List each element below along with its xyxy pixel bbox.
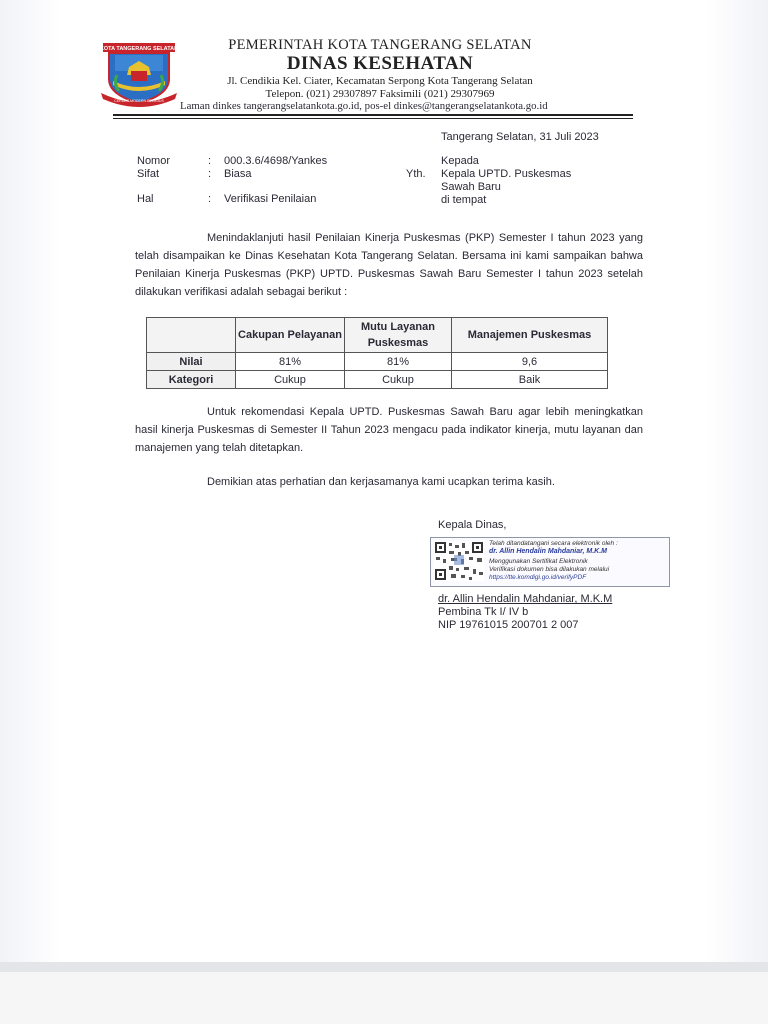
signatory-rank: Pembina Tk I/ IV b <box>438 606 529 618</box>
table-row <box>147 353 608 371</box>
agency-web-email: Laman dinkes tangerangselatankota.go.id, pos-el dinkes@tangerangselatankota.go.id <box>180 100 548 112</box>
qr-code-icon[interactable] <box>434 541 484 581</box>
body-paragraph-1-text: Menindaklanjuti hasil Penilaian Kinerja Puskesmas (PKP) Semester I tahun 2023 yang telah disampaikan ke Dinas Kesehatan Kota Tangerang Selatan. Bersama ini kami sampaikan bahwa Penilaian Kinerja Puskesmas (PKP) UPTD. Puskesmas Sawah Baru Semester I tahun 2023 setelah dilakukan verifikasi adalah sebagai berikut : <box>135 232 643 298</box>
table-cell: Baik <box>452 371 608 389</box>
recipient-line3: di tempat <box>441 194 487 206</box>
svg-text:KOTA TANGERANG SELATAN: KOTA TANGERANG SELATAN <box>99 46 179 52</box>
esign-certificate-note: Menggunakan Sertifikat Elektronik <box>489 558 588 565</box>
hal-label: Hal <box>137 193 154 205</box>
sifat-colon: : <box>208 168 212 180</box>
table-header-manajemen: Manajemen Puskesmas <box>452 318 608 353</box>
body-paragraph-2-text: Untuk rekomendasi Kepala UPTD. Puskesmas Sawah Baru agar lebih meningkatkan hasil kinerja Puskesmas di Semester II Tahun 2023 mengacu pada indikator kinerja, mutu layanan dan manajemen yang telah ditetapkan. <box>135 406 643 454</box>
recipient-kepada: Kepada <box>441 155 479 167</box>
body-paragraph-1 <box>135 229 643 301</box>
sifat-label: Sifat <box>137 168 160 180</box>
recipient-yth: Yth. <box>406 168 426 180</box>
electronic-signature-box <box>430 537 670 587</box>
table-cell: 81% <box>345 353 452 371</box>
recipient-line2: Sawah Baru <box>441 181 501 193</box>
closing-sentence: Demikian atas perhatian dan kerjasamanya kami ucapkan terima kasih. <box>207 476 555 488</box>
table-cell: Cukup <box>345 371 452 389</box>
signatory-title: Kepala Dinas, <box>438 519 507 531</box>
hal-value: Verifikasi Penilaian <box>224 193 317 205</box>
esign-signed-by: Telah ditandatangani secara elektronik oleh : <box>489 540 618 547</box>
signatory-name: dr. Allin Hendalin Mahdaniar, M.K.M <box>438 593 613 605</box>
svg-text:CERDAS MODERN RELIGIUS: CERDAS MODERN RELIGIUS <box>114 99 164 103</box>
page-edge-shadow <box>0 962 768 972</box>
nomor-label: Nomor <box>137 155 171 167</box>
letter-date: Tangerang Selatan, 31 Juli 2023 <box>441 131 599 143</box>
table-row-label: Nilai <box>147 353 236 371</box>
letterhead-divider-thin <box>113 118 633 119</box>
background-below-page <box>0 972 768 1024</box>
city-emblem-logo <box>99 41 179 107</box>
hal-colon: : <box>208 193 212 205</box>
table-row <box>147 371 608 389</box>
esign-signer-name: dr. Allin Hendalin Mahdaniar, M.K.M <box>489 548 607 555</box>
table-header-cakupan: Cakupan Pelayanan <box>236 318 345 353</box>
table-cell: 9,6 <box>452 353 608 371</box>
esign-verify-note: Verifikasi dokumen bisa dilakukan melalui <box>489 566 610 573</box>
letterhead-divider-thick <box>113 114 633 116</box>
signatory-nip: NIP 19761015 200701 2 007 <box>438 619 579 631</box>
table-row-label: Kategori <box>147 371 236 389</box>
sifat-value: Biasa <box>224 168 252 180</box>
table-header-mutu: Mutu Layanan Puskesmas <box>345 318 452 353</box>
nomor-value: 000.3.6/4698/Yankes <box>224 155 328 167</box>
table-cell: 81% <box>236 353 345 371</box>
esign-verify-link[interactable]: https://tte.komdigi.go.id/verifyPDF <box>489 574 587 581</box>
table-header-row <box>147 318 608 353</box>
table-header-blank <box>147 318 236 353</box>
nomor-colon: : <box>208 155 212 167</box>
agency-name: DINAS KESEHATAN <box>286 53 474 74</box>
recipient-line1: Kepala UPTD. Puskesmas <box>441 168 572 180</box>
agency-address: Jl. Cendikia Kel. Ciater, Kecamatan Serpong Kota Tangerang Selatan <box>227 75 533 87</box>
table-cell: Cukup <box>236 371 345 389</box>
body-paragraph-2 <box>135 403 643 457</box>
government-name: PEMERINTAH KOTA TANGERANG SELATAN <box>228 37 532 53</box>
agency-phone: Telepon. (021) 29307897 Faksimili (021) 29307969 <box>265 88 495 100</box>
assessment-table <box>146 317 608 389</box>
